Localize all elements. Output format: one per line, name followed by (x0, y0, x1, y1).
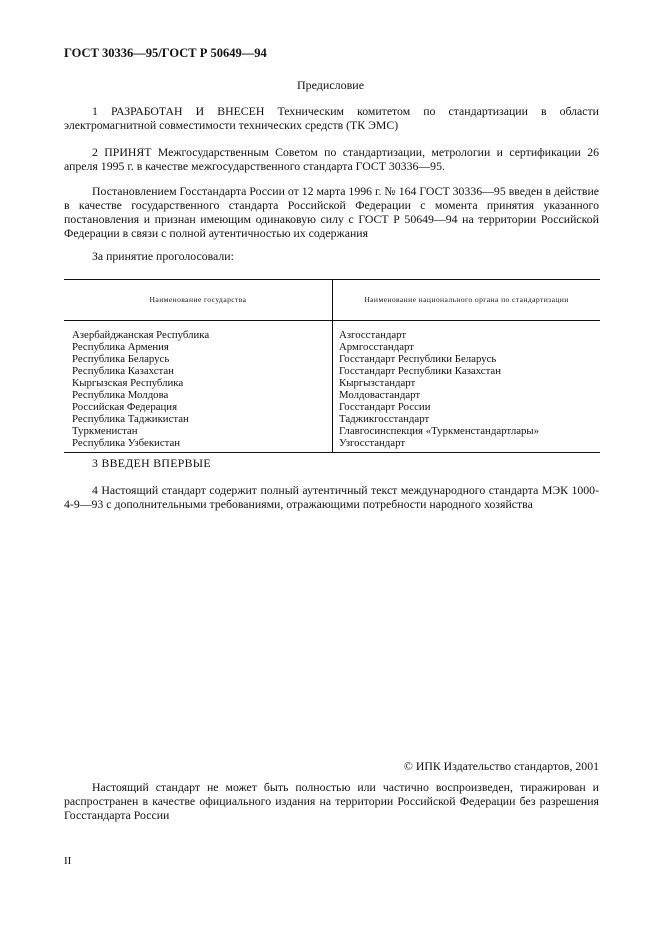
table-row (64, 321, 600, 342)
standards-body: Таджикгосстандарт (339, 413, 430, 425)
table-row (64, 353, 600, 365)
table-row (64, 341, 600, 353)
state-name: Республика Узбекистан (64, 437, 333, 453)
standards-body: Госстандарт Республики Казахстан (339, 365, 501, 377)
voting-states-table (64, 279, 600, 453)
paragraph-authentic-text: 4 Настоящий стандарт содержит полный аутентичный текст международного стандарта МЭК 1000-4-9—93 с дополнительными требованиями, отражающими потребности народного хозяйства (64, 483, 599, 511)
table-row (64, 377, 600, 389)
state-name: Кыргызская Республика (64, 377, 333, 389)
standards-body: Азгосстандарт (339, 329, 407, 341)
standards-body: Молдовастандарт (339, 389, 421, 401)
standards-body: Узгосстандарт (333, 437, 601, 453)
state-name: Республика Армения (64, 341, 333, 353)
table-row (64, 413, 600, 425)
table-row (64, 437, 600, 453)
paragraph-adopted: 2 ПРИНЯТ Межгосударственным Советом по стандартизации, метрологии и сертификации 26 апреля 1995 г. в качестве межгосударственного стандарта ГОСТ 30336—95. (64, 145, 599, 173)
state-name: Республика Казахстан (64, 365, 333, 377)
paragraph-developed: 1 РАЗРАБОТАН И ВНЕСЕН Техническим комитетом по стандартизации в области электромагнитной совместимости технических средств (ТК ЭМС) (64, 104, 599, 132)
paragraph-voted: За принятие проголосовали: (92, 249, 234, 263)
paragraph-reproduction-notice: Настоящий стандарт не может быть полностью или частично воспроизведен, тиражирован и распространен в качестве официального издания на территории Российской Федерации без разрешения Госстандарта России (64, 780, 599, 822)
table-header-state: Наименование государства (64, 280, 333, 321)
state-name: Республика Таджикистан (64, 413, 333, 425)
state-name: Азербайджанская Республика (64, 321, 333, 342)
state-name: Республика Молдова (64, 389, 333, 401)
standards-body: Госстандарт России (339, 401, 431, 413)
standards-body: Главгосинспекция «Туркменстандартлары» (339, 425, 540, 437)
section-title: Предисловие (296, 78, 365, 92)
table-row (64, 401, 600, 413)
paragraph-resolution: Постановлением Госстандарта России от 12 марта 1996 г. № 164 ГОСТ 30336—95 введен в действие в качестве государственного стандарта Российской Федерации с момента принятия указанного постановления и признан имеющим одинаковую силу с ГОСТ Р 50649—94 на территории Российской Федерации в связи с полной аутентичностью их содержания (64, 184, 599, 240)
table-row (64, 425, 600, 437)
page-number: II (64, 855, 72, 867)
standards-body: Армгосстандарт (339, 341, 414, 353)
copyright-notice: © ИПК Издательство стандартов, 2001 (403, 759, 599, 773)
state-name: Российская Федерация (64, 401, 333, 413)
table-row (64, 365, 600, 377)
table-header-standards-body: Наименование национального органа по стандартизации (333, 280, 601, 321)
standards-body: Кыргызстандарт (339, 377, 416, 389)
state-name: Республика Беларусь (64, 353, 333, 365)
standards-body: Госстандарт Республики Беларусь (339, 353, 497, 365)
state-name: Туркменистан (64, 425, 333, 437)
table-row (64, 389, 600, 401)
paragraph-first-introduced: 3 ВВЕДЕН ВПЕРВЫЕ (92, 456, 211, 470)
document-designation: ГОСТ 30336—95/ГОСТ Р 50649—94 (64, 46, 267, 60)
